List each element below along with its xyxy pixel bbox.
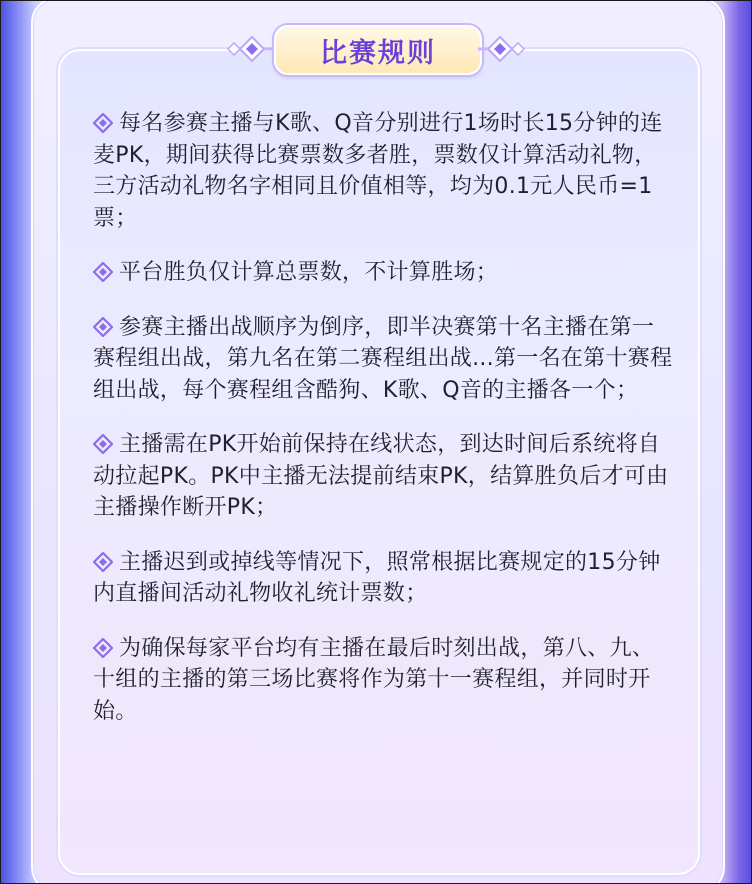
rules-list [93, 108, 673, 750]
rule-text: 平台胜负仅计算总票数，不计算胜场； [119, 260, 499, 285]
diamond-bullet-icon [93, 262, 113, 282]
diamond-bullet-icon [93, 317, 113, 337]
rule-text: 为确保每家平台均有主播在最后时刻出战，第八、九、十组的主播的第三场比赛将作为第十一赛程组，并同时开始。 [93, 635, 655, 724]
rule-item [93, 547, 673, 610]
diamond-bullet-icon [93, 434, 113, 454]
diamond-bullet-icon [93, 113, 113, 133]
page-title: 比赛规则 [320, 37, 436, 69]
rule-text: 主播需在PK开始前保持在线状态，到达时间后系统将自动拉起PK。PK中主播无法提前结束PK，结算胜负后才可由主播操作断开PK； [93, 432, 669, 520]
rule-text: 每名参赛主播与K歌、Q音分别进行1场时长15分钟的连麦PK，期间获得比赛票数多者胜，票数仅计算活动礼物，三方活动礼物名字相同且价值相等，均为0.1元人民币=1票； [93, 111, 663, 231]
rule-text: 主播迟到或掉线等情况下，照常根据比赛规定的15分钟内直播间活动礼物收礼统计票数； [93, 549, 661, 606]
rule-item [93, 633, 673, 728]
rule-item [93, 312, 673, 407]
diamond-bullet-icon [93, 638, 113, 658]
title-banner [226, 23, 526, 75]
rule-text: 参赛主播出战顺序为倒序，即半决赛第十名主播在第一赛程组出战，第九名在第二赛程组出战...第一名在第十赛程组出战，每个赛程组含酷狗、K歌、Q音的主播各一个； [93, 314, 673, 403]
diamond-bullet-icon [93, 552, 113, 572]
rule-item [93, 257, 673, 289]
rule-item [93, 108, 673, 234]
rule-item [93, 429, 673, 524]
sparkle-right-icon [466, 31, 526, 67]
title-plaque [274, 25, 482, 75]
